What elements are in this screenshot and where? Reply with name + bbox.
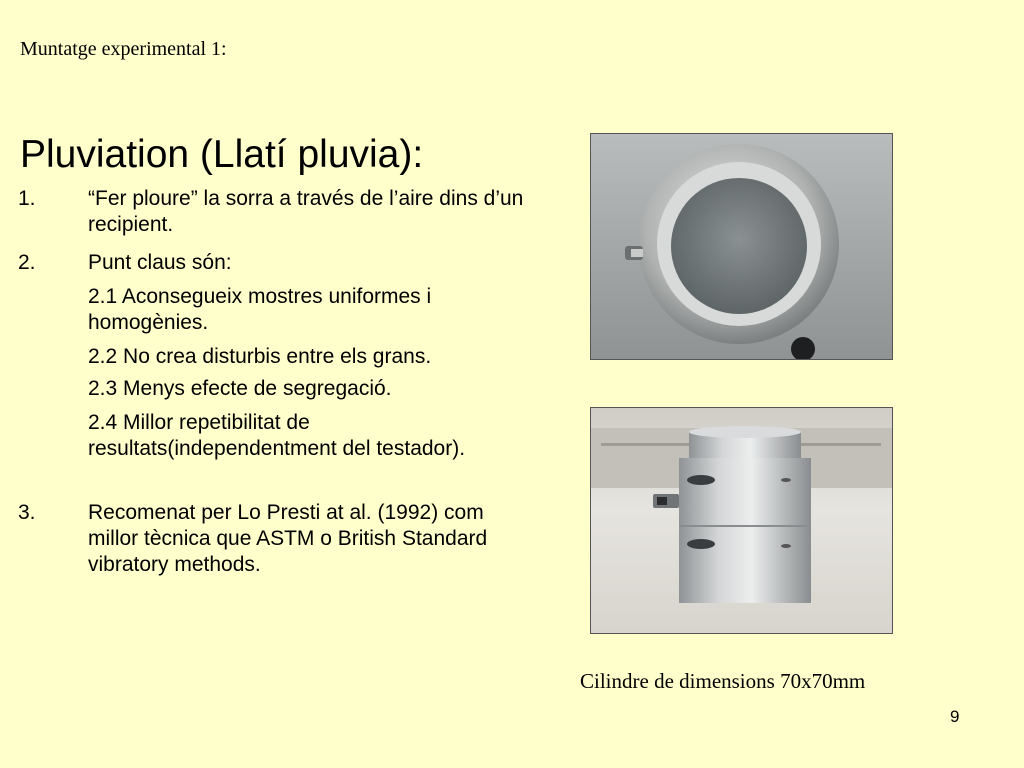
list-item-text: 2.1 Aconsegueix mostres uniformes i homogènies.	[88, 285, 432, 334]
cylinder-side-view-image	[591, 408, 892, 633]
cylinder-top-view-photo	[590, 133, 893, 360]
list-item-number: 1.	[18, 187, 36, 210]
list-item-number: 2.	[18, 251, 36, 274]
list-item-text: 2.2 No crea disturbis entre els grans.	[88, 345, 432, 368]
slide-header: Muntatge experimental 1:	[20, 38, 227, 60]
list-item-number: 3.	[18, 501, 36, 524]
list-item-text: 2.4 Millor repetibilitat de resultats(independentment del testador).	[88, 411, 466, 460]
list-item-text: 2.3 Menys efecte de segregació.	[88, 377, 392, 400]
list-item-text: Recomenat per Lo Presti at al. (1992) com millor tècnica que ASTM o British Standard vibratory methods.	[88, 501, 488, 576]
image-caption: Cilindre de dimensions 70x70mm	[580, 669, 866, 693]
list-item-text: Punt claus són:	[88, 251, 232, 274]
list-item-text: “Fer ploure” la sorra a través de l’aire dins d’un recipient.	[88, 187, 524, 236]
slide-title: Pluviation (Llatí pluvia):	[20, 133, 424, 176]
cylinder-top-view-image	[591, 134, 892, 359]
cylinder-side-view-photo	[590, 407, 893, 634]
page-number: 9	[950, 707, 960, 726]
